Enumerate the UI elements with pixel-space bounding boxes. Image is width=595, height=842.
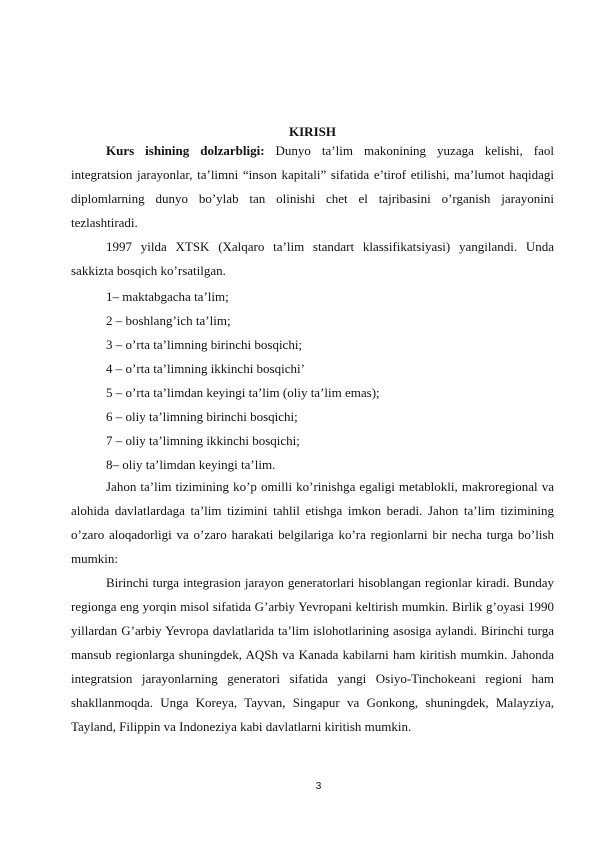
paragraph-first-type: Birinchi turga integrasion jarayon generatorlari hisoblangan regionlar kiradi. Bunday regionga eng yorqin misol sifatida G’arbiy Yevropani keltirish mumkin. Birlik g’oyasi 1990 yillardan G’arbiy Yevropa davlatlarida ta’lim islohotlarining asosiga aylandi. Birinchi turga mansub regionlarga shuningdek, AQSh va Kanada kabilarni ham kiritish mumkin. Jahonda integratsion jarayonlarning generatori sifatida yangi Osiyo-Tinchokeani regioni ham shakllanmoqda. Unga Koreya, Tayvan, Singapur va Gonkong, shuningdek, Malayziya, Tayland, Filippin va Indoneziya kabi davlatlarni kiritish mumkin. xyxy=(71,575,554,734)
paragraph-regions: Jahon ta’lim tizimining ko’p omilli ko’rinishga egaligi metablokli, makroregional va alohida davlatlardaga ta’lim tizimini tahlil etishga imkon beradi. Jahon ta’lim tizimining o’zaro aloqadorligi va o’zaro harakati belgilariga ko’ra regionlarni bir necha turga bo’lish mumkin: xyxy=(71,479,554,566)
list-item: 3 – o’rta ta’limning birinchi bosqichi; xyxy=(106,337,303,352)
list-item: 2 – boshlang’ich ta’lim; xyxy=(106,313,231,328)
intro-text: Dunyo ta’lim makonining yuzaga kelishi, faol integratsion jarayonlar, ta’limni “inson kapitali” sifatida e’tirof etilishi, ma’lumot haqidagi diplomlarning dunyo bo’ylab tan olinishi chet el tajribasini o’rganish jarayonini tezlashtiradi. xyxy=(71,143,554,230)
page-number: 3 xyxy=(315,781,322,792)
list-item: 5 – o’rta ta’limdan keyingi ta’lim (oliy ta’lim emas); xyxy=(106,385,380,400)
list-item: 4 – o’rta ta’limning ikkinchi bosqichi’ xyxy=(106,361,305,376)
list-item: 8– oliy ta’limdan keyingi ta’lim. xyxy=(106,457,276,472)
intro-lead: Kurs ishining dolzarbligi: xyxy=(106,143,265,158)
list-item: 6 – oliy ta’limning birinchi bosqichi; xyxy=(106,409,298,424)
intro-paragraph xyxy=(71,139,554,235)
list-item: 7 – oliy ta’limning ikkinchi bosqichi; xyxy=(106,433,300,448)
paragraph-standard: 1997 yilda XTSK (Xalqaro ta’lim standart klassifikatsiyasi) yangilandi. Unda sakkizta bosqich ko’rsatilgan. xyxy=(71,239,554,278)
section-heading: KIRISH xyxy=(289,124,336,139)
list-item: 1– maktabgacha ta’lim; xyxy=(106,289,229,304)
